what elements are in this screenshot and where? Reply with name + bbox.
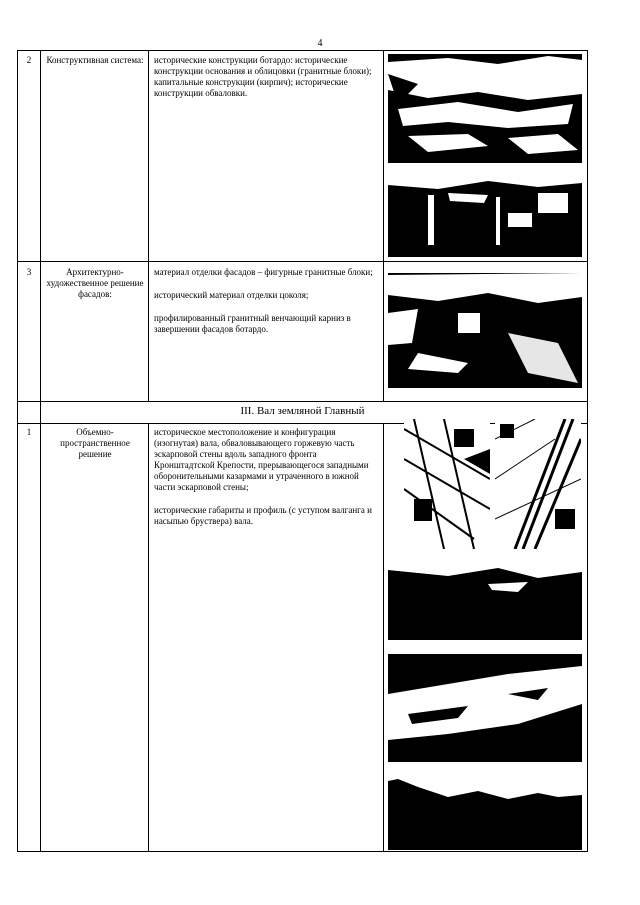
- row-description: [154, 55, 379, 111]
- row-name: Объемно-пространственное решение: [60, 427, 130, 459]
- description-paragraph: исторический материал отделки цоколя;: [154, 290, 309, 300]
- col-divider: [383, 51, 384, 401]
- facade-photo: [388, 273, 582, 388]
- description-paragraph: историческое местоположение и конфигурация (изогнутая) вала, обваловывающего горжевую часть эскарповой стены вдоль западного фронта Кронштадтской Крепости, прерывающегося западными оборонительными казармами и утраченного в южной части эскарповой стены;: [154, 427, 369, 492]
- row-divider: [18, 261, 587, 262]
- description-paragraph: исторические конструкции ботардо: исторические конструкции основания и облицовки (гранитные блоки); капитальные конструкции (кирпич); исторические конструкции обваловки.: [154, 55, 372, 98]
- section-title: III. Вал земляной Главный: [240, 405, 365, 417]
- col-divider: [148, 51, 149, 401]
- col-divider: [383, 423, 384, 851]
- masonry-photo: [388, 54, 582, 163]
- row-number: 1: [26, 427, 32, 437]
- col-divider: [148, 423, 149, 851]
- map-photo: [404, 419, 490, 549]
- page-number: 4: [317, 38, 323, 49]
- row-divider: [18, 401, 587, 402]
- map-photo: [495, 419, 581, 549]
- rampart-photo: [388, 654, 582, 762]
- description-paragraph: исторические габариты и профиль (с уступом валганга и насыпью бруствера) вала.: [154, 505, 372, 526]
- row-number: 3: [26, 267, 32, 277]
- row-description: [154, 427, 379, 539]
- row-description: [154, 267, 379, 347]
- row-name: Конструктивная система:: [46, 55, 144, 65]
- col-divider: [40, 51, 41, 851]
- rampart-photo: [388, 775, 582, 850]
- description-paragraph: материал отделки фасадов – фигурные гранитные блоки;: [154, 267, 373, 277]
- row-name: Архитектурно-художественное решение фасадов:: [46, 267, 144, 299]
- row-number: 2: [26, 55, 32, 65]
- rampart-photo: [388, 556, 582, 640]
- description-paragraph: профилированный гранитный венчающий карниз в завершении фасадов ботардо.: [154, 313, 351, 334]
- masonry-photo: [388, 173, 582, 257]
- protected-features-table: [17, 50, 588, 852]
